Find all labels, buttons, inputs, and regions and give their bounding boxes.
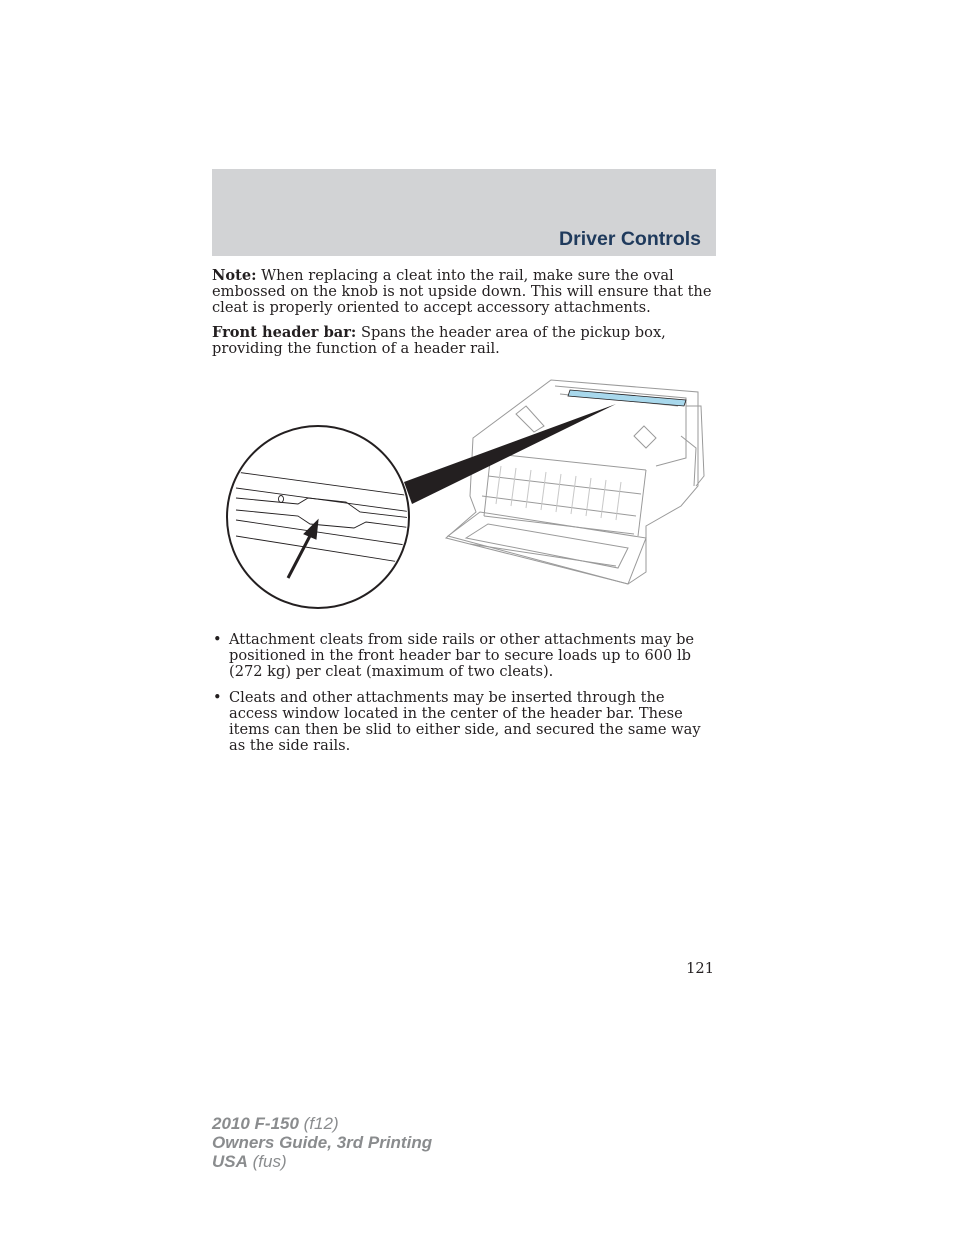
footer-market-code: (fus) — [247, 1152, 287, 1171]
bullet-text: Attachment cleats from side rails or other attachments may be positioned in the front header bar to secure loads up to 600 lb (272 kg) per cleat (maximum of two cleats). — [229, 631, 695, 681]
pickup-box-drawing — [446, 380, 704, 584]
front-header-bar-text: Spans the header area of the pickup box, providing the function of a header rail. — [212, 324, 666, 358]
document-footer — [212, 1114, 432, 1171]
note-lead: Note: — [212, 267, 257, 284]
footer-model: 2010 F-150 — [212, 1114, 299, 1133]
page-number: 121 — [686, 960, 714, 977]
note-paragraph — [212, 268, 716, 317]
pickup-box-header-bar-illustration — [226, 376, 706, 612]
footer-market: USA — [212, 1152, 248, 1171]
front-header-bar-paragraph — [212, 325, 716, 357]
section-header-band — [212, 169, 716, 256]
note-text: When replacing a cleat into the rail, make sure the oval embossed on the knob is not upside down. This will ensure that the cleat is properly oriented to accept accessory attachments. — [212, 267, 712, 317]
bullet-text: Cleats and other attachments may be inserted through the access window located in the center of the header bar. These items can then be slid to either side, and secured the same way as the side rails. — [229, 688, 701, 755]
bullet-item — [212, 632, 716, 681]
bullet-glyph: • — [213, 688, 222, 706]
magnifier-circle — [227, 426, 409, 608]
front-header-bar-lead: Front header bar: — [212, 324, 357, 341]
bullet-list — [212, 632, 716, 763]
section-title: Driver Controls — [559, 228, 701, 250]
callout-beam — [404, 404, 616, 504]
footer-model-code: (f12) — [298, 1114, 339, 1133]
bullet-item — [212, 690, 716, 755]
footer-guide-edition: Owners Guide, 3rd Printing — [212, 1133, 433, 1152]
bullet-glyph: • — [213, 631, 222, 648]
